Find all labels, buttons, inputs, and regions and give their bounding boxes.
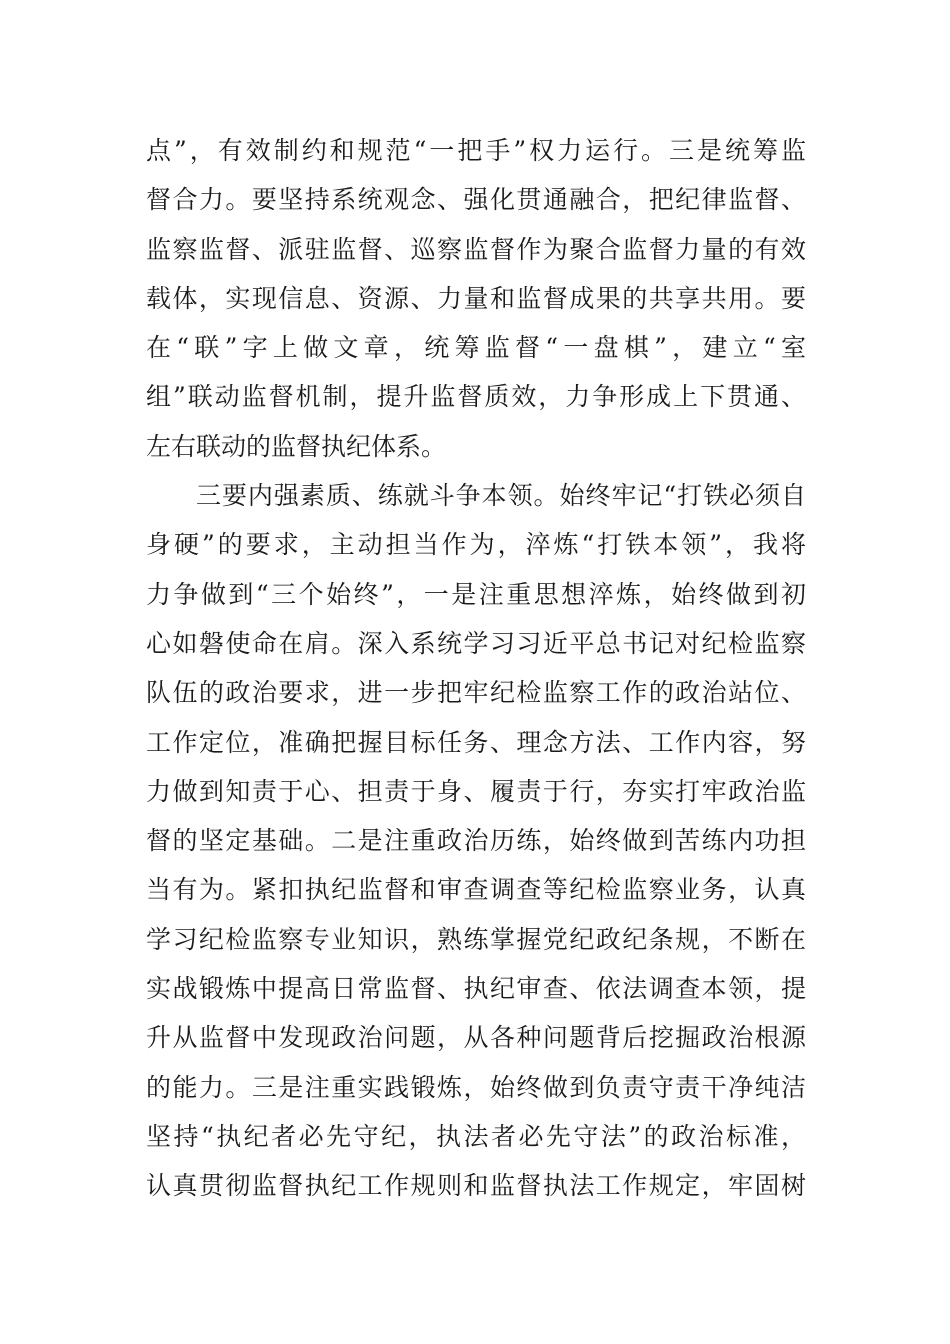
text-line: 当有为。紧扣执纪监督和审查调查等纪检监察业务，认真 bbox=[146, 875, 806, 905]
text-line: 左右联动的监督执纪体系。 bbox=[146, 431, 447, 461]
text-line: 认真贯彻监督执纪工作规则和监督执法工作规定，牢固树 bbox=[146, 1171, 806, 1201]
text-line: 监察监督、派驻监督、巡察监督作为聚合监督力量的有效 bbox=[146, 234, 806, 264]
text-line: 升从监督中发现政治问题，从各种问题背后挖掘政治根源 bbox=[146, 1023, 806, 1053]
text-line: 学习纪检监察专业知识，熟练掌握党纪政纪条规，不断在 bbox=[146, 924, 806, 954]
text-line: 实战锻炼中提高日常监督、执纪审查、依法调查本领，提 bbox=[146, 974, 806, 1004]
text-line: 督合力。要坚持系统观念、强化贯通融合，把纪律监督、 bbox=[146, 185, 806, 215]
text-line: 力争做到“三个始终”，一是注重思想淬炼，始终做到初 bbox=[146, 579, 806, 609]
text-line: 身硬”的要求，主动担当作为，淬炼“打铁本领”，我将 bbox=[146, 530, 806, 560]
text-line: 心如磐使命在肩。深入系统学习习近平总书记对纪检监察 bbox=[146, 628, 806, 658]
paragraph-2 bbox=[146, 471, 806, 1210]
text-line: 在“联”字上做文章，统筹监督“一盘棋”，建立“室 bbox=[146, 333, 806, 363]
text-line: 工作定位，准确把握目标任务、理念方法、工作内容，努 bbox=[146, 727, 806, 757]
text-line: 载体，实现信息、资源、力量和监督成果的共享共用。要 bbox=[146, 283, 806, 313]
text-line: 点”，有效制约和规范“一把手”权力运行。三是统筹监 bbox=[146, 136, 806, 165]
text-line: 的能力。三是注重实践锻炼，始终做到负责守责干净纯洁 bbox=[146, 1072, 806, 1102]
text-line: 坚持“执纪者必先守纪，执法者必先守法”的政治标准， bbox=[146, 1121, 806, 1151]
document-body bbox=[146, 126, 806, 1211]
text-line: 三要内强素质、练就斗争本领。始终牢记“打铁必须自 bbox=[196, 481, 806, 511]
text-line: 督的坚定基础。二是注重政治历练，始终做到苦练内功担 bbox=[146, 826, 806, 856]
text-line: 队伍的政治要求，进一步把牢纪检监察工作的政治站位、 bbox=[146, 678, 806, 708]
paragraph-1 bbox=[146, 126, 806, 471]
text-line: 组”联动监督机制，提升监督质效，力争形成上下贯通、 bbox=[146, 382, 806, 412]
text-line: 力做到知责于心、担责于身、履责于行，夯实打牢政治监 bbox=[146, 776, 806, 806]
